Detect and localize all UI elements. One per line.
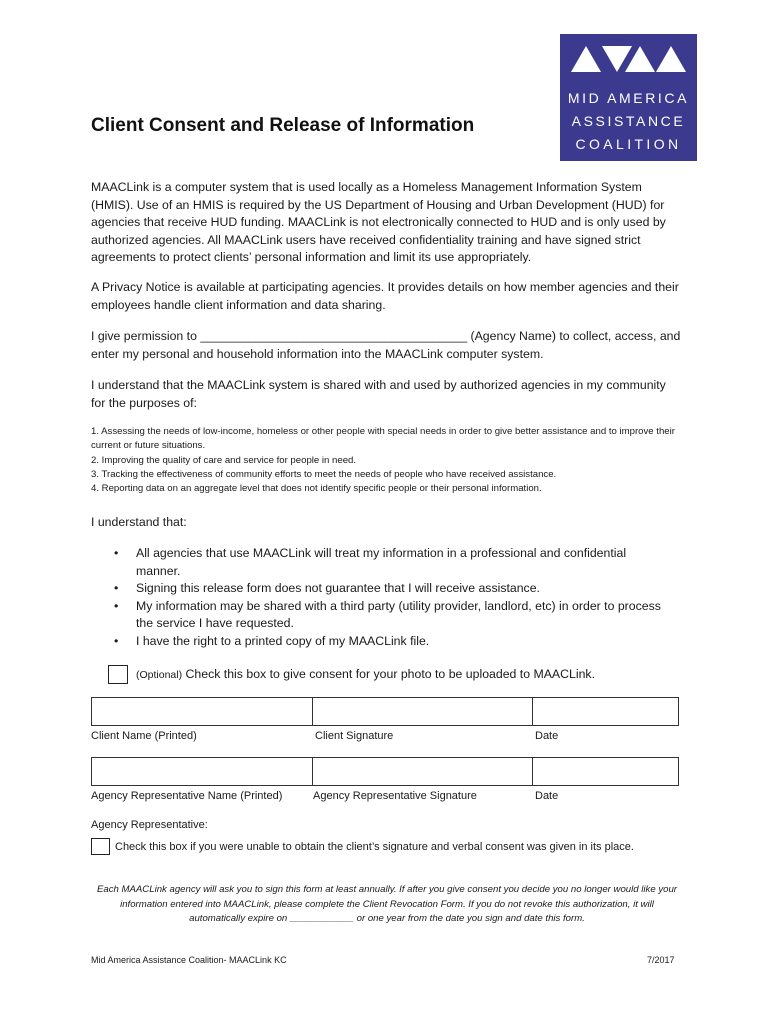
bullet-dot: • [114,633,119,648]
client-name-field[interactable] [91,697,311,726]
client-date-label: Date [535,730,559,742]
purpose-item: 3. Tracking the effectiveness of community efforts to meet the needs of people who have received assistance. [91,468,557,480]
annual-note-text: Each MAACLink agency will ask you to sign this form at least annually. If after you give consent you decide you no longer would like your information entered into MAACLink, please complete the Client Revocation Form. If you do not revoke this authorization, it will automatically expire on [96,884,678,924]
bullet-item [112,598,672,633]
bullet-dot: • [114,581,119,595]
permission-paragraph [91,328,683,363]
understand-bullets [112,545,672,650]
bullet-text: My information may be shared with a third party (utility provider, landlord, etc) in order to process the service I have requested. [136,598,661,630]
agency-rep-signature-label: Agency Representative Signature [313,790,477,802]
intro-paragraph: MAACLink is a computer system that is used locally as a Homeless Management Information System (HMIS). Use of an HMIS is required by the US Department of Housing and Urban Development (HUD) for agencies that receive HUD funding. MAACLink is not electronically connected to HUD and is only used by authorized agencies. All MAACLink users have received confidentiality training and have signed strict agreements to protect clients’ personal information and limit its use appropriately. [91,180,666,264]
client-signature-field[interactable] [311,697,531,726]
purposes-intro: I understand that the MAACLink system is shared with and used by authorized agencies in my community for the purposes of: [91,378,666,410]
bullet-item [112,545,672,580]
photo-consent-checkbox[interactable] [108,665,128,684]
bullet-item [112,580,672,598]
purpose-item: 1. Assessing the needs of low-income, homeless or other people with special needs in order to give better assistance and to improve their current or future situations. [91,426,675,452]
agency-rep-signature-field[interactable] [311,757,531,786]
agency-date-field[interactable] [531,757,679,786]
bullet-dot: • [114,546,119,560]
client-name-label: Client Name (Printed) [91,730,197,742]
photo-consent-text: Check this box to give consent for your photo to be uploaded to MAACLink. [182,667,595,681]
annual-note-text-end: or one year from the date you sign and date this form. [353,913,585,924]
client-signature-label: Client Signature [315,730,394,742]
annual-consent-note [91,883,683,927]
agency-name-blank[interactable]: _______________________________________ [200,329,468,343]
logo-line-3: COALITION [575,136,682,152]
logo-line-2: ASSISTANCE [571,113,686,129]
expiration-date-blank[interactable]: ____________ [289,913,354,924]
bullet-dot: • [114,598,119,613]
bullet-item [112,633,672,651]
maac-logo [560,34,697,161]
purpose-item: 2. Improving the quality of care and service for people in need. [91,454,357,466]
photo-consent-label [136,667,595,681]
bullet-text: All agencies that use MAACLink will treat my information in a professional and confidential manner. [136,546,627,578]
agency-rep-name-label: Agency Representative Name (Printed) [91,790,283,802]
agency-date-label: Date [535,790,559,802]
bullet-text: Signing this release form does not guarantee that I will receive assistance. [136,581,540,595]
page-title: Client Consent and Release of Information [91,115,475,136]
understand-that-heading: I understand that: [91,515,187,529]
permission-suffix: (Agency Name) to collect, access, and enter my personal and household information into the MAACLink computer system. [91,329,681,361]
verbal-consent-label: Check this box if you were unable to obtain the client’s signature and verbal consent was given in its place. [115,841,634,853]
purposes-list [91,425,681,496]
optional-label: (Optional) [136,669,183,681]
agency-rep-heading: Agency Representative: [91,819,208,831]
permission-prefix: I give permission to [91,329,201,343]
verbal-consent-checkbox[interactable] [91,838,110,855]
footer-organization: Mid America Assistance Coalition- MAACLink KC [91,955,287,965]
purpose-item: 4. Reporting data on an aggregate level that does not identify specific people or their personal information. [91,483,542,495]
footer-date: 7/2017 [647,955,675,965]
logo-line-1: MID AMERICA [567,90,690,106]
bullet-text: I have the right to a printed copy of my MAACLink file. [136,633,430,648]
privacy-paragraph: A Privacy Notice is available at participating agencies. It provides details on how member agencies and their employees handle client information and data sharing. [91,280,679,312]
agency-rep-name-field[interactable] [91,757,311,786]
client-date-field[interactable] [531,697,679,726]
